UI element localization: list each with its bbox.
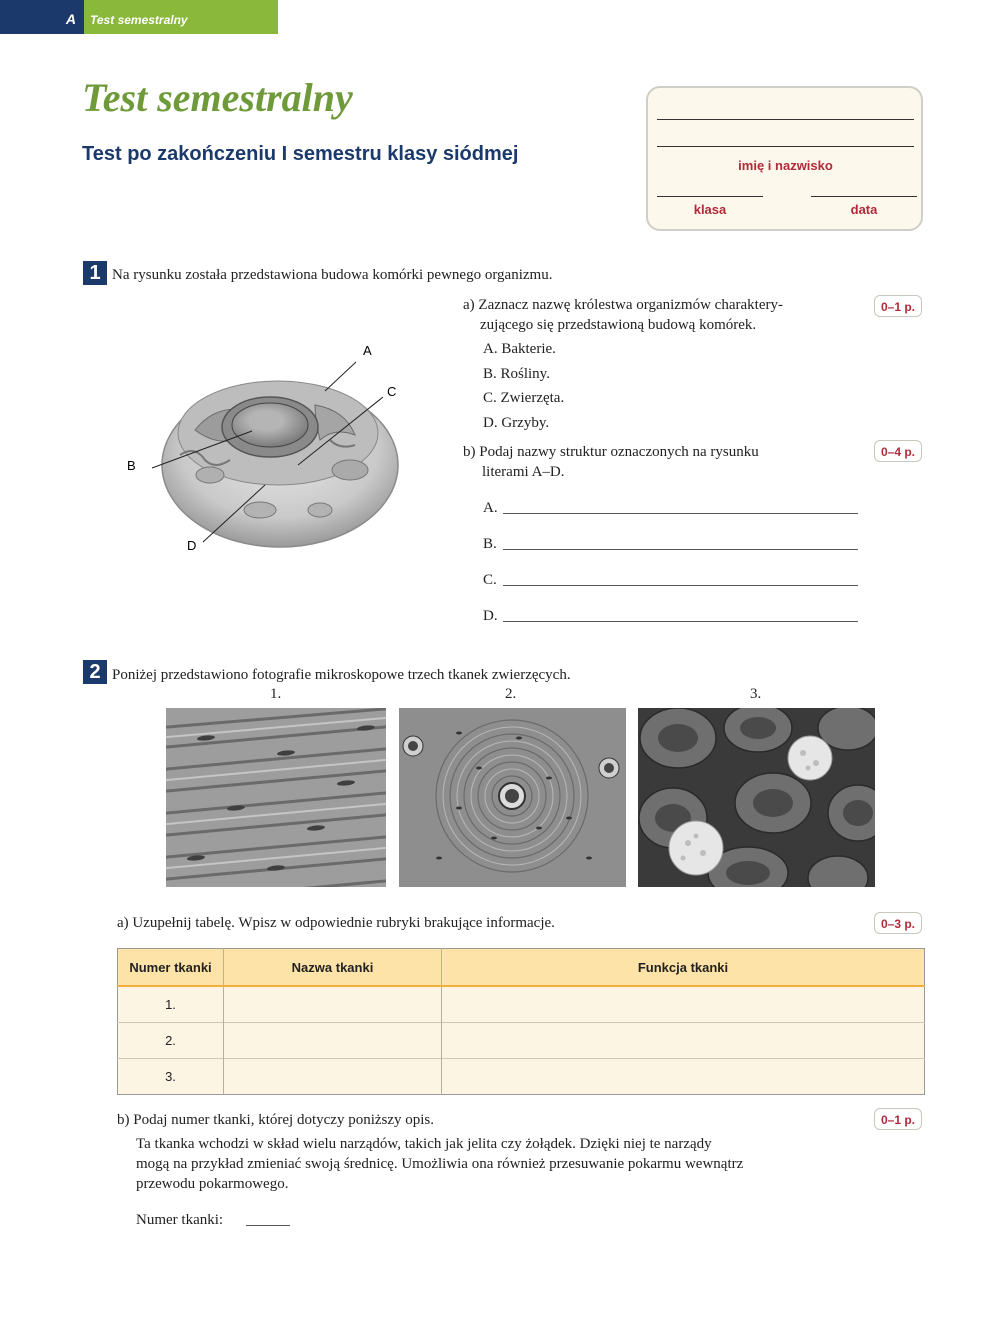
q1b-answer-d-line[interactable] bbox=[503, 621, 858, 622]
row-number: 1. bbox=[118, 986, 224, 1023]
question-2-number: 2 bbox=[83, 660, 107, 684]
header-number: Numer tkanki bbox=[118, 949, 224, 987]
photo-3-label: 3. bbox=[750, 686, 762, 702]
q2b-desc-line1: Ta tkanka wchodzi w skład wielu narządów, takich jak jelita czy żołądek. Dzięki niej te narządy bbox=[136, 1136, 712, 1152]
function-cell[interactable] bbox=[442, 1023, 925, 1059]
table-row bbox=[118, 1023, 925, 1059]
chapter-letter: A bbox=[0, 0, 84, 34]
q1b-answer-a-label: A. bbox=[483, 500, 498, 516]
class-label: klasa bbox=[693, 202, 727, 217]
name-cell[interactable] bbox=[224, 986, 442, 1023]
q2b-desc-line2: mogą na przykład zmieniać swoją średnicę. Umożliwia ona również przesuwanie pokarmu wewnątrz bbox=[136, 1156, 744, 1172]
q1a-text-line2: zującego się przedstawioną budową komórek. bbox=[480, 317, 757, 333]
q1b-answer-c-label: C. bbox=[483, 572, 497, 588]
q1b-answer-b-label: B. bbox=[483, 536, 497, 552]
q1b-text-line2: literami A–D. bbox=[482, 464, 565, 480]
q2a-text: a) Uzupełnij tabelę. Wpisz w odpowiednie rubryki brakujące informacje. bbox=[117, 915, 555, 931]
row-number: 2. bbox=[118, 1023, 224, 1059]
q1b-answer-b-line[interactable] bbox=[503, 549, 858, 550]
student-info-box bbox=[646, 86, 923, 231]
q1a-option-c[interactable]: C. Zwierzęta. bbox=[483, 390, 565, 406]
diagram-label-c: C bbox=[387, 384, 397, 399]
tissue-table bbox=[117, 948, 925, 1095]
q2b-text: b) Podaj numer tkanki, której dotyczy poniższy opis. bbox=[117, 1112, 435, 1128]
page-title: Test semestralny bbox=[82, 75, 353, 120]
function-cell[interactable] bbox=[442, 986, 925, 1023]
q1b-text-line1: b) Podaj nazwy struktur oznaczonych na rysunku bbox=[463, 444, 759, 460]
photo-1-smooth-muscle bbox=[166, 708, 386, 887]
q1a-text-line1: a) Zaznacz nazwę królestwa organizmów charaktery- bbox=[463, 297, 783, 313]
date-label: data bbox=[850, 202, 878, 217]
chapter-tab bbox=[0, 0, 278, 34]
name-line-2[interactable] bbox=[657, 146, 914, 147]
question-1-intro: Na rysunku została przedstawiona budowa komórki pewnego organizmu. bbox=[112, 267, 553, 283]
photo-2-label: 2. bbox=[505, 686, 517, 702]
diagram-label-b: B bbox=[127, 458, 136, 473]
chapter-title: Test semestralny bbox=[84, 0, 278, 34]
q1b-answer-c-line[interactable] bbox=[503, 585, 858, 586]
header-name: Nazwa tkanki bbox=[224, 949, 442, 987]
table-row bbox=[118, 986, 925, 1023]
q1a-points-badge: 0–1 p. bbox=[874, 295, 922, 317]
diagram-label-a: A bbox=[363, 343, 372, 358]
q1b-answer-a-line[interactable] bbox=[503, 513, 858, 514]
table-row bbox=[118, 1059, 925, 1095]
q1a-option-d[interactable]: D. Grzyby. bbox=[483, 415, 550, 431]
q1b-points-badge: 0–4 p. bbox=[874, 440, 922, 462]
photo-3-blood-cells bbox=[638, 708, 875, 887]
q2a-points-badge: 0–3 p. bbox=[874, 912, 922, 934]
name-cell[interactable] bbox=[224, 1023, 442, 1059]
q1a-option-b[interactable]: B. Rośliny. bbox=[483, 366, 550, 382]
date-line[interactable] bbox=[811, 196, 917, 197]
function-cell[interactable] bbox=[442, 1059, 925, 1095]
diagram-label-d: D bbox=[187, 538, 197, 553]
row-number: 3. bbox=[118, 1059, 224, 1095]
header-function: Funkcja tkanki bbox=[442, 949, 925, 987]
table-header-row bbox=[118, 949, 925, 987]
photo-1-label: 1. bbox=[270, 686, 282, 702]
q1b-answer-d-label: D. bbox=[483, 608, 498, 624]
question-1-number: 1 bbox=[83, 261, 107, 285]
q2b-answer-label: Numer tkanki: bbox=[136, 1212, 224, 1228]
class-line[interactable] bbox=[657, 196, 763, 197]
q2b-desc-line3: przewodu pokarmowego. bbox=[136, 1176, 289, 1192]
name-label: imię i nazwisko bbox=[738, 158, 833, 173]
q2b-points-badge: 0–1 p. bbox=[874, 1108, 922, 1130]
q2b-answer-line[interactable] bbox=[246, 1225, 290, 1226]
q1a-option-a[interactable]: A. Bakterie. bbox=[483, 341, 556, 357]
photo-2-bone-tissue bbox=[399, 708, 626, 887]
name-cell[interactable] bbox=[224, 1059, 442, 1095]
page-subtitle: Test po zakończeniu I semestru klasy siódmej bbox=[82, 143, 519, 165]
name-line-1[interactable] bbox=[657, 119, 914, 120]
question-2-intro: Poniżej przedstawiono fotografie mikroskopowe trzech tkanek zwierzęcych. bbox=[112, 667, 571, 683]
cell-diagram bbox=[120, 335, 420, 565]
